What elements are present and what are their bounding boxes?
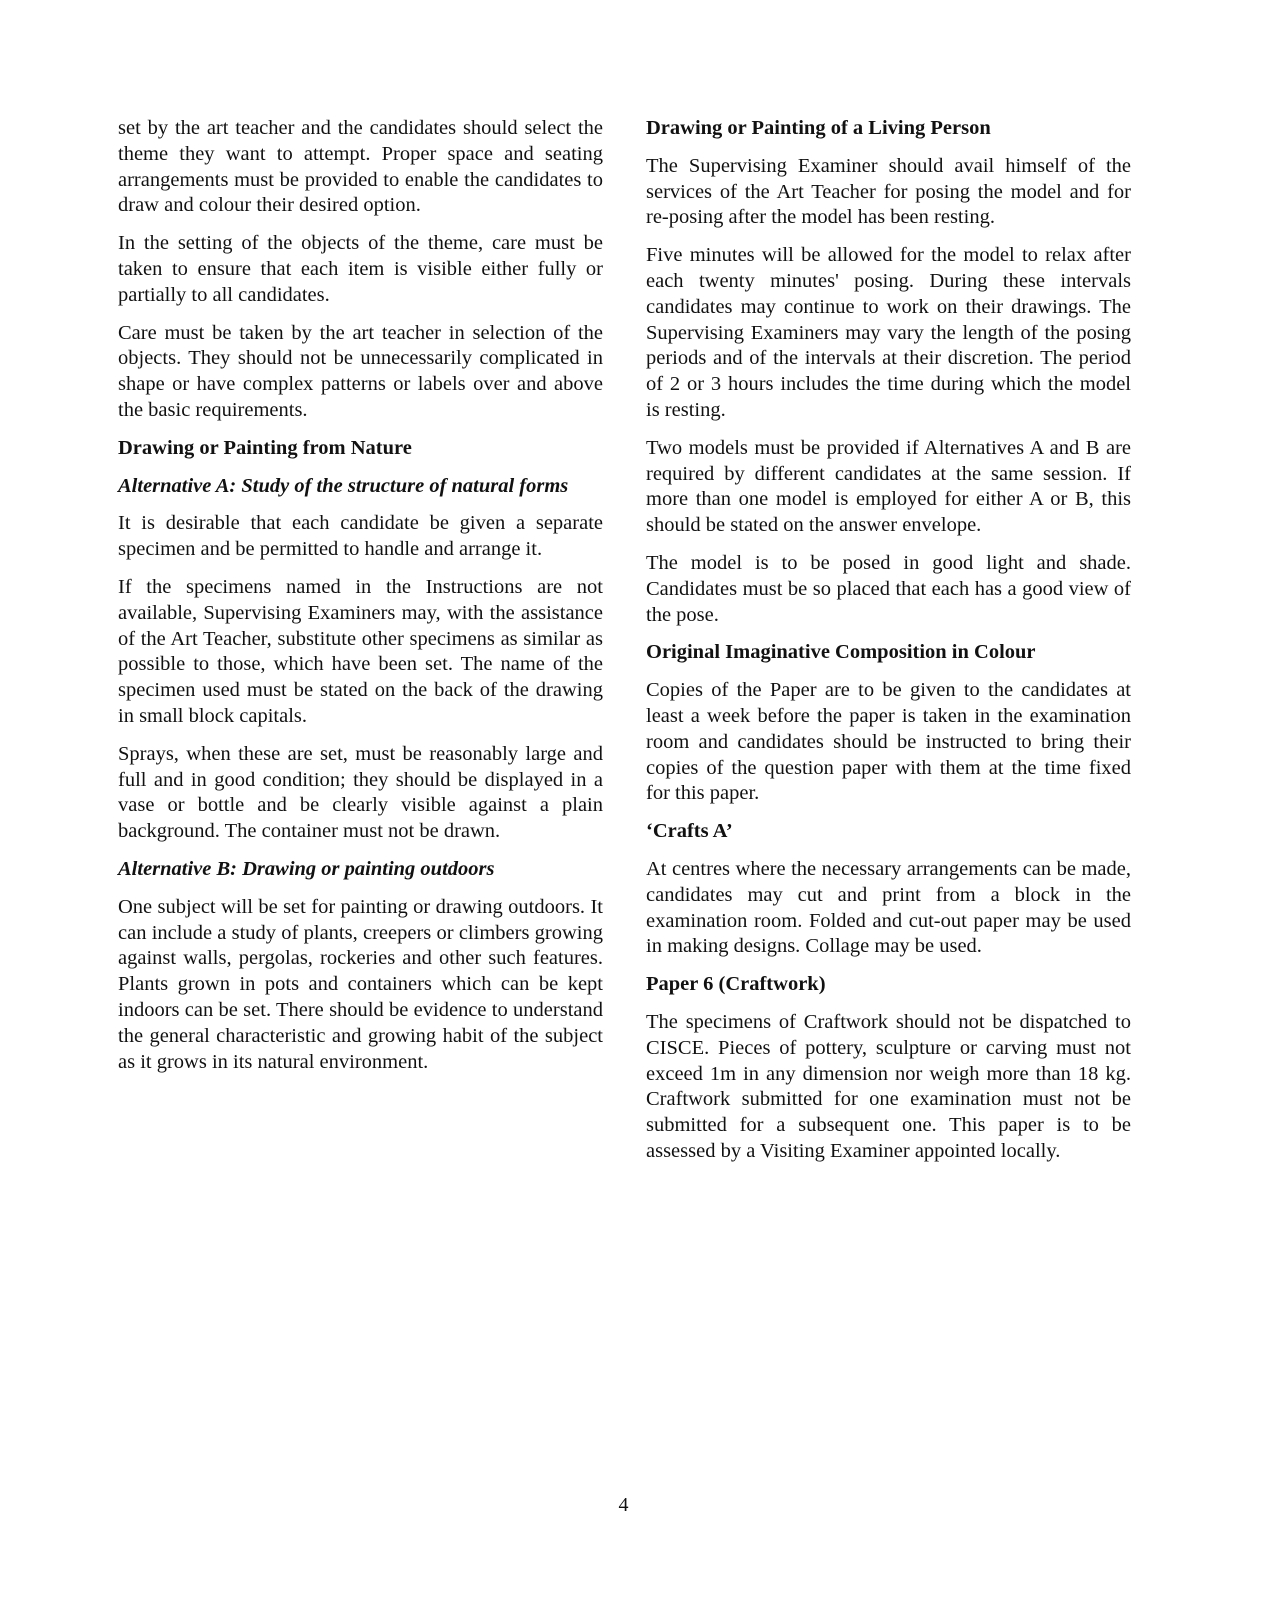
paragraph-block-printing: At centres where the necessary arrangements can be made, candidates may cut and print from a block in the examination room. Folded and cut-out paper may be used in making designs. Collage may be used. (646, 857, 1131, 958)
heading-drawing-from-nature: Drawing or Painting from Nature (118, 436, 412, 459)
paragraph-object-selection: Care must be taken by the art teacher in selection of the objects. They should not be unnecessarily complicated in shape or have complex patterns or labels over and above the basic requirements. (118, 321, 603, 421)
paragraph-outdoors: One subject will be set for painting or drawing outdoors. It can include a study of plants, creepers or climbers growing against walls, pergolas, rockeries and other such features. Plants grown in pots and containers which can be kept indoors can be set. There should be evidence to understand the general characteristic and growing habit of the subject as it grows in its natural environment. (118, 895, 603, 1073)
heading-crafts-a: ‘Crafts A’ (646, 820, 733, 843)
paragraph-posing-model: The Supervising Examiner should avail himself of the services of the Art Teacher for posing the model and for re-posing after the model has been resting. (646, 154, 1131, 229)
paragraph-light-and-shade: The model is to be posed in good light and shade. Candidates must be so placed that each has a good view of the pose. (646, 551, 1131, 626)
left-column (118, 116, 603, 1087)
right-column (646, 116, 1131, 1177)
paragraph-theme-selection: set by the art teacher and the candidates should select the theme they want to attempt. Proper space and seating arrangements must be provided to enable the candidates to draw and colour their desired option. (118, 117, 603, 217)
paragraph-object-visibility: In the setting of the objects of the theme, care must be taken to ensure that each item is visible either fully or partially to all candidates. (118, 232, 603, 306)
heading-imaginative-composition: Original Imaginative Composition in Colour (646, 641, 1036, 664)
subheading-alternative-a: Alternative A: Study of the structure of natural forms (118, 474, 569, 497)
paragraph-two-models: Two models must be provided if Alternatives A and B are required by different candidates at the same session. If more than one model is employed for either A or B, this should be stated on the answer envelope. (646, 436, 1131, 537)
paragraph-craftwork-specimens: The specimens of Craftwork should not be dispatched to CISCE. Pieces of pottery, sculpture or carving must not exceed 1m in any dimension nor weigh more than 18 kg. Craftwork submitted for one examination must not be submitted for a subsequent one. This paper is to be assessed by a Visiting Examiner appointed locally. (646, 1010, 1131, 1162)
subheading-alternative-b: Alternative B: Drawing or painting outdoors (118, 857, 495, 880)
paragraph-substitute-specimens: If the specimens named in the Instructions are not available, Supervising Examiners may, with the assistance of the Art Teacher, substitute other specimens as similar as possible to those, which have been set. The name of the specimen used must be stated on the back of the drawing in small block capitals. (118, 575, 603, 727)
paragraph-paper-copies: Copies of the Paper are to be given to the candidates at least a week before the paper is taken in the examination room and candidates should be instructed to bring their copies of the question paper with them at the time fixed for this paper. (646, 679, 1131, 805)
paragraph-sprays: Sprays, when these are set, must be reasonably large and full and in good condition; they should be displayed in a vase or bottle and be clearly visible against a plain background. The container must not be drawn. (118, 742, 603, 843)
heading-paper-6-craftwork: Paper 6 (Craftwork) (646, 973, 826, 996)
heading-living-person: Drawing or Painting of a Living Person (646, 117, 991, 139)
page-number: 4 (618, 1494, 629, 1516)
paragraph-separate-specimen: It is desirable that each candidate be given a separate specimen and be permitted to handle and arrange it. (118, 512, 603, 561)
paragraph-model-rest: Five minutes will be allowed for the model to relax after each twenty minutes' posing. During these intervals candidates may continue to work on their drawings. The Supervising Examiners may vary the length of the posing periods and of the intervals at their discretion. The period of 2 or 3 hours includes the time during which the model is resting. (646, 244, 1131, 421)
